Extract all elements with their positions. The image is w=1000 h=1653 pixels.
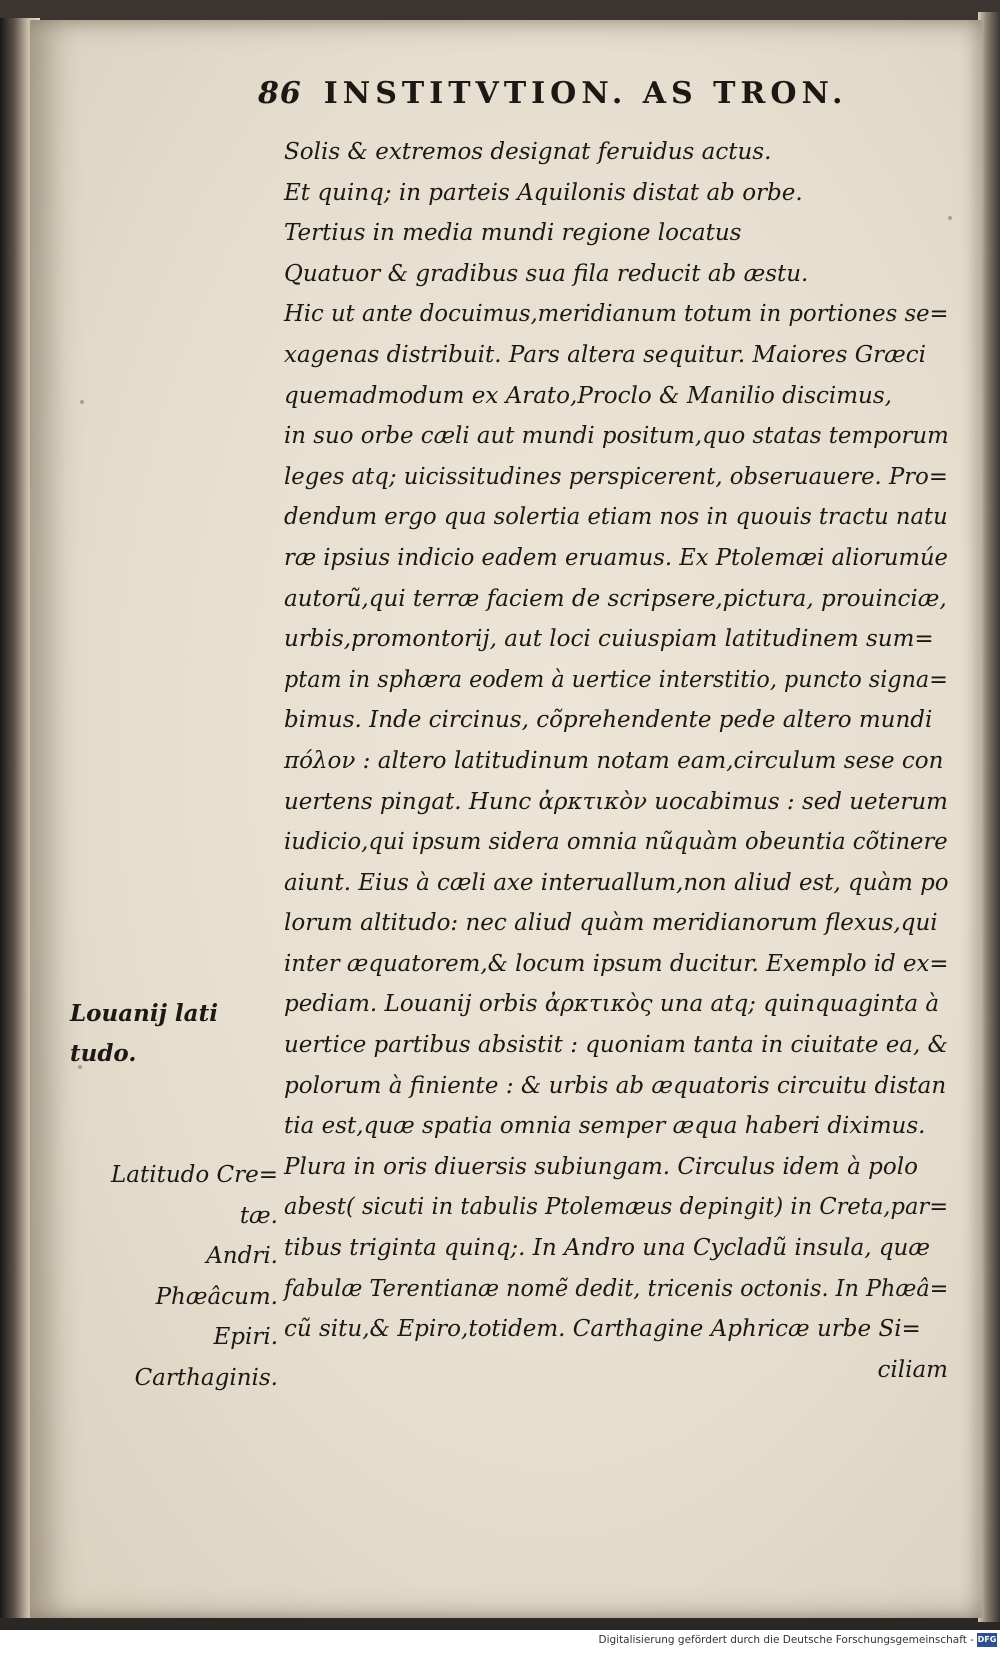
text-line: tia est,quæ spatia omnia semper æqua haberi diximus. bbox=[284, 1113, 926, 1140]
text-line: Quatuor & gradibus sua fila reducit ab æstu. bbox=[284, 260, 809, 287]
text-line: cũ situ,& Epiro,totidem. Carthagine Aphricæ urbe Si= bbox=[284, 1316, 921, 1343]
text-line: polorum à finiente : & urbis ab æquatoris circuitu distan bbox=[284, 1072, 947, 1099]
text-line: in suo orbe cæli aut mundi positum,quo statas temporum bbox=[284, 423, 949, 450]
text-line: bimus. Inde circinus, cõprehendente pede altero mundi bbox=[284, 707, 933, 734]
dfg-logo: DFG bbox=[977, 1633, 997, 1647]
text-line: πόλον : altero latitudinum notam eam,circulum sese con bbox=[284, 747, 944, 774]
text-line: Et quinq; in parteis Aquilonis distat ab orbe. bbox=[284, 179, 803, 206]
text-line: Tertius in media mundi regione locatus bbox=[284, 220, 742, 247]
main-text-block bbox=[284, 132, 948, 1390]
text-line: inter æquatorem,& locum ipsum ducitur. Exemplo id ex= bbox=[284, 950, 949, 977]
text-line: ptam in sphæra eodem à uertice interstitio, puncto signa= bbox=[284, 666, 948, 693]
margin-note-creta: Latitudo Cre= bbox=[111, 1162, 278, 1188]
text-line: dendum ergo qua solertia etiam nos in quouis tractu natu bbox=[284, 504, 948, 531]
text-line: urbis,promontorij, aut loci cuiuspiam latitudinem sum= bbox=[284, 626, 934, 653]
margin-note-creta-cont: tæ. bbox=[239, 1203, 278, 1229]
text-line: quemadmodum ex Arato,Proclo & Manilio discimus, bbox=[284, 382, 892, 409]
margin-note-louanij-cont: tudo. bbox=[70, 1040, 137, 1067]
text-line: aiunt. Eius à cæli axe interuallum,non aliud est, quàm po bbox=[284, 869, 949, 896]
text-line: leges atq; uicissitudines perspicerent, obseruauere. Pro= bbox=[284, 463, 948, 490]
margin-note-carthaginis: Carthaginis. bbox=[134, 1365, 278, 1391]
margin-note-epiri: Epiri. bbox=[213, 1324, 278, 1350]
text-line: uertens pingat. Hunc ἀρκτικὸν uocabimus : sed ueterum bbox=[284, 788, 948, 815]
margin-note-louanij: Louanij lati bbox=[70, 1000, 218, 1027]
digitization-credit: Digitalisierung gefördert durch die Deutsche Forschungsgemeinschaft - bbox=[598, 1634, 974, 1646]
running-head bbox=[258, 76, 847, 111]
catchword: ciliam bbox=[877, 1356, 948, 1383]
page-number: 86 bbox=[258, 76, 302, 111]
text-line: Hic ut ante docuimus,meridianum totum in portiones se= bbox=[284, 301, 949, 328]
text-line: tibus triginta quinq;. In Andro una Cycladũ insula, quæ bbox=[284, 1235, 930, 1262]
text-line: uertice partibus absistit : quoniam tanta in ciuitate ea, & bbox=[284, 1032, 948, 1059]
text-line: fabulæ Terentianæ nomẽ dedit, tricenis octonis. In Phæâ= bbox=[284, 1275, 949, 1302]
text-line: autorũ,qui terræ faciem de scripsere,pictura, prouinciæ, bbox=[284, 585, 947, 612]
text-line: pediam. Louanij orbis ἀρκτικὸς una atq; quinquaginta à bbox=[284, 991, 940, 1018]
text-line: abest( sicuti in tabulis Ptolemæus depingit) in Creta,par= bbox=[284, 1194, 949, 1221]
margin-note-andri: Andri. bbox=[206, 1243, 278, 1269]
text-line: iudicio,qui ipsum sidera omnia nũquàm obeuntia cõtinere bbox=[284, 829, 948, 856]
text-line: Plura in oris diuersis subiungam. Circulus idem à polo bbox=[284, 1153, 918, 1180]
running-title: INSTITVTION. AS TRON. bbox=[323, 76, 848, 111]
text-line: lorum altitudo: nec aliud quàm meridianorum flexus,qui bbox=[284, 910, 938, 937]
margin-note-phaeacum: Phæâcum. bbox=[155, 1284, 278, 1310]
text-line: ræ ipsius indicio eadem eruamus. Ex Ptolemæi aliorumúe bbox=[284, 544, 948, 571]
paper-speck bbox=[80, 400, 84, 404]
paper-speck bbox=[948, 216, 952, 220]
text-line: xagenas distribuit. Pars altera sequitur. Maiores Græci bbox=[284, 341, 926, 368]
text-line: Solis & extremos designat feruidus actus. bbox=[284, 139, 772, 165]
